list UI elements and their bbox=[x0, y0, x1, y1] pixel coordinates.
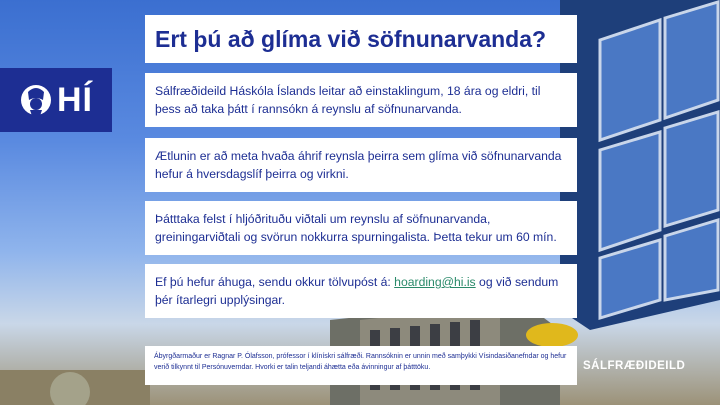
info-paragraph-participation: Þátttaka felst í hljóðrituðu viðtali um reynslu af söfnunarvanda, greiningarviðtali og svörun nokkurra spurningalista. Þetta tekur um 60 mín. bbox=[145, 201, 577, 255]
contact-box bbox=[145, 264, 577, 318]
logo-text: HÍ bbox=[57, 80, 93, 119]
footer-disclaimer: Ábyrgðarmaður er Ragnar P. Ólafsson, prófessor í klínískri sálfræði. Rannsóknin er unnin með samþykki Vísindasiðanefndar og hefur verið tilkynnt til Persónuverndar. Hvorki er talin teljandi áhætta eða ávinningur af þátttöku. bbox=[145, 346, 577, 385]
contact-text-after: og við sendum þér ítarlegri upplýsingar. bbox=[155, 275, 559, 307]
info-paragraph-purpose: Ætlunin er að meta hvaða áhrif reynsla þeirra sem glíma við söfnunarvanda hefur á hversdagslíf þeirra og virkni. bbox=[145, 138, 577, 192]
page-title: Ert þú að glíma við söfnunarvanda? bbox=[145, 15, 577, 63]
info-paragraph-recruitment: Sálfræðideild Háskóla Íslands leitar að einstaklingum, 18 ára og eldri, til þess að taka þátt í rannsókn á reynslu af söfnunarvanda. bbox=[145, 73, 577, 127]
hi-logo bbox=[0, 68, 112, 132]
contact-text-before: Ef þú hefur áhuga, sendu okkur tölvupóst á: bbox=[155, 275, 395, 289]
university-seal-icon bbox=[19, 80, 53, 120]
department-label: SÁLFRÆÐIDEILD bbox=[583, 360, 686, 372]
email-link[interactable]: hoarding@hi.is bbox=[394, 275, 476, 289]
